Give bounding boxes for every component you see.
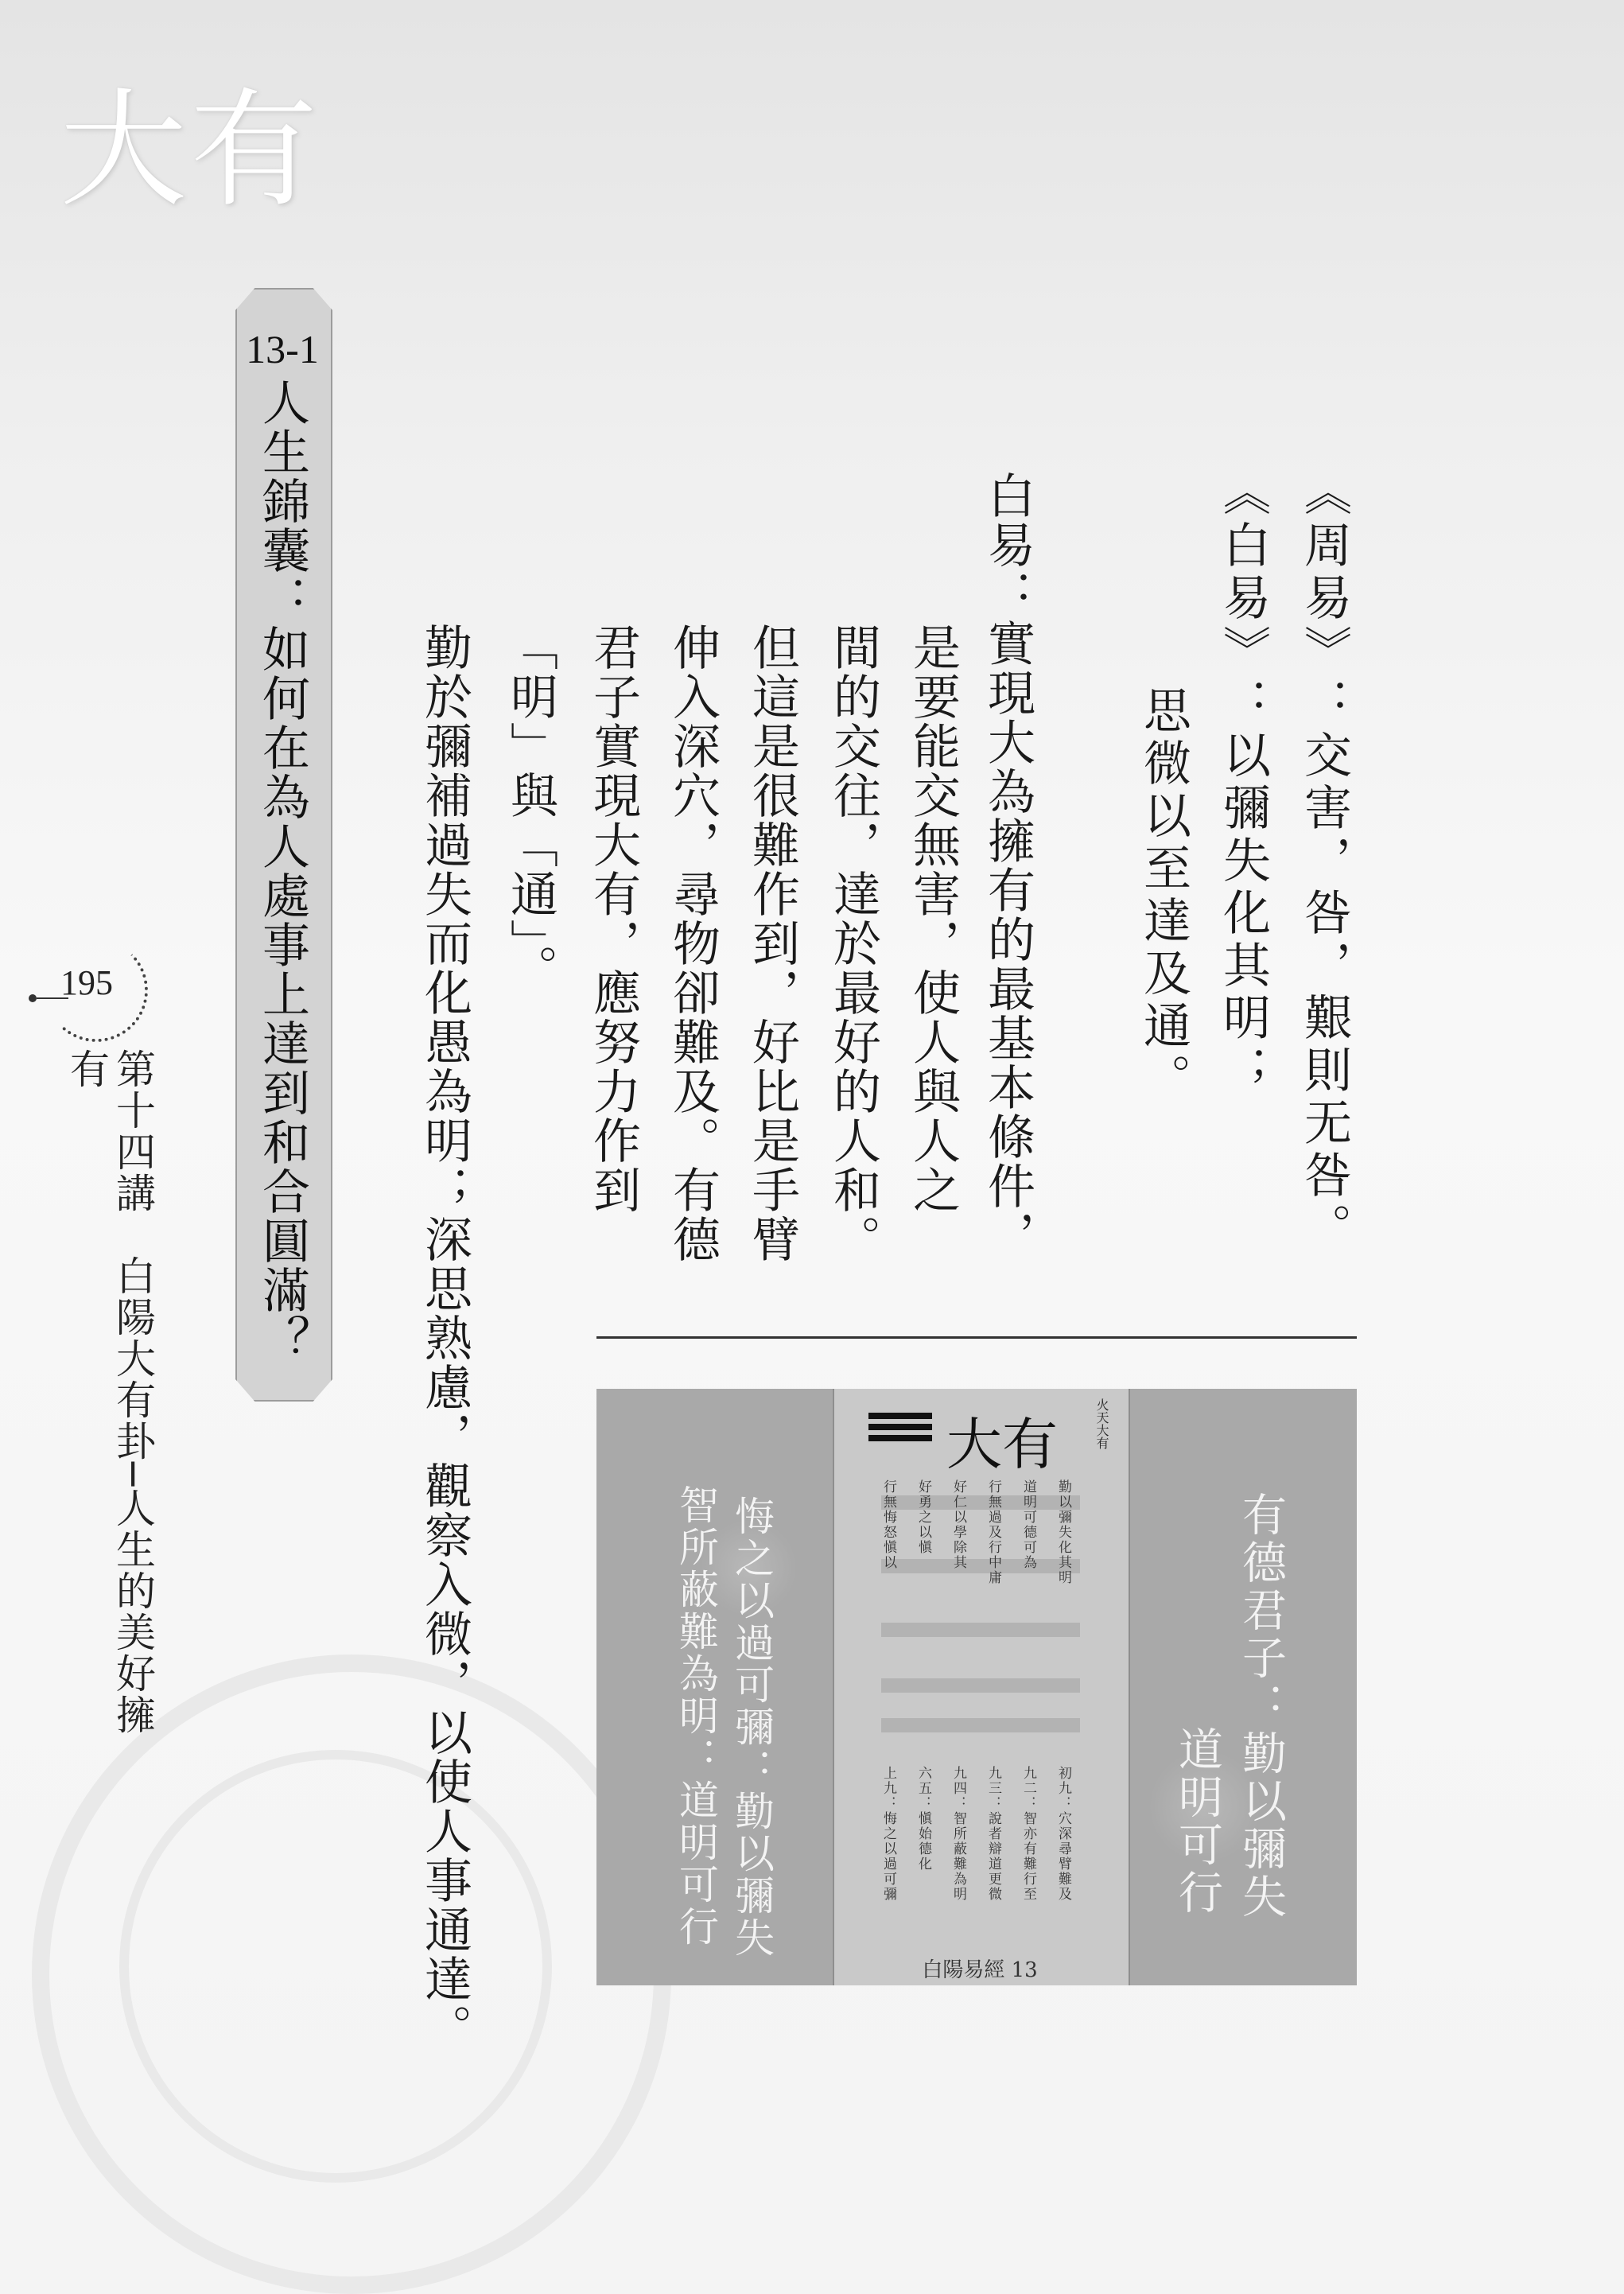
card-highlight-band xyxy=(881,1495,1080,1510)
body-column: 是要能交無害，使人與人之 xyxy=(905,623,961,1215)
card-highlight-band xyxy=(881,1623,1080,1637)
hexagram-symbol-icon xyxy=(868,1413,932,1446)
page-number-dot xyxy=(29,994,37,1002)
page-number: 195 xyxy=(60,963,113,1002)
section-number: 13-1 xyxy=(246,327,319,371)
card-mini-column: 行無過及行中庸 xyxy=(985,1479,1001,1585)
card-right-main: 有德君子：勤以彌失 xyxy=(1235,1491,1287,1921)
card-mini-line: 初九：穴深尋臂難及 xyxy=(1055,1766,1071,1902)
body-column: 「明」與「通」。 xyxy=(503,623,558,993)
card-mini-column: 好仁以學除其 xyxy=(950,1479,966,1570)
card-title: 大有 xyxy=(946,1412,1058,1477)
card-left-sub: 智所蔽難為明：道明可行 xyxy=(673,1484,719,1948)
card-mini-column: 行無悔怒愼以 xyxy=(880,1479,896,1570)
card-subtitle: 火天大有 xyxy=(1094,1398,1109,1449)
card-mini-column: 道明可德可為 xyxy=(1020,1479,1036,1570)
quote-zhouyi: 《周易》：交害，咎，艱則无咎。 xyxy=(1296,468,1352,1255)
quote-baiyi-line2: 思微以至達及通。 xyxy=(1136,686,1191,1106)
body-column: 但這是很難作到，好比是手臂 xyxy=(744,623,800,1264)
card-mini-line: 六五：愼始德化 xyxy=(915,1766,931,1872)
chapter-title: 第十四講 白陽大有卦─人生的美好擁有 xyxy=(64,1048,156,1736)
card-mini-line: 九二：智亦有難行至 xyxy=(1020,1766,1036,1902)
card-mini-line: 九三：說者辯道更微 xyxy=(985,1766,1001,1902)
body-column: 間的交往，達於最好的人和。 xyxy=(826,623,881,1264)
body-column: 勤於彌補過失而化愚為明；深思熟慮，觀察入微，以使人事通達。 xyxy=(417,623,472,2053)
body-column: 君子實現大有，應努力作到 xyxy=(585,623,641,1215)
body-column: 伸入深穴，尋物卻難及。有德 xyxy=(665,623,721,1264)
watermark-seal-inner xyxy=(119,1750,552,2183)
card-highlight-band xyxy=(881,1718,1080,1732)
card-left-main: 悔之以過可彌：勤以彌失 xyxy=(728,1495,775,1959)
body-column: 白易：實現大為擁有的最基本條件， xyxy=(980,471,1035,1260)
card-highlight-band xyxy=(881,1559,1080,1573)
card-highlight-band xyxy=(881,1678,1080,1693)
book-logo: 大有 xyxy=(60,76,321,224)
card-mini-line: 九四：智所蔽難為明 xyxy=(950,1766,966,1902)
card-footer: 白陽易經 13 xyxy=(922,1958,1038,1982)
section-divider xyxy=(596,1336,1357,1339)
section-title: 人生錦囊：如何在為人處事上達到和合圓滿？ xyxy=(254,378,310,1364)
card-right-sub: 道明可行 xyxy=(1171,1726,1223,1917)
card-mini-column: 勤以彌失化其明 xyxy=(1055,1479,1071,1585)
quote-baiyi-line1: 《白易》：以彌失化其明； xyxy=(1215,468,1271,1098)
card-mini-line: 上九：悔之以過可彌 xyxy=(880,1766,896,1902)
card-mini-column: 好勇之以愼 xyxy=(915,1479,931,1555)
